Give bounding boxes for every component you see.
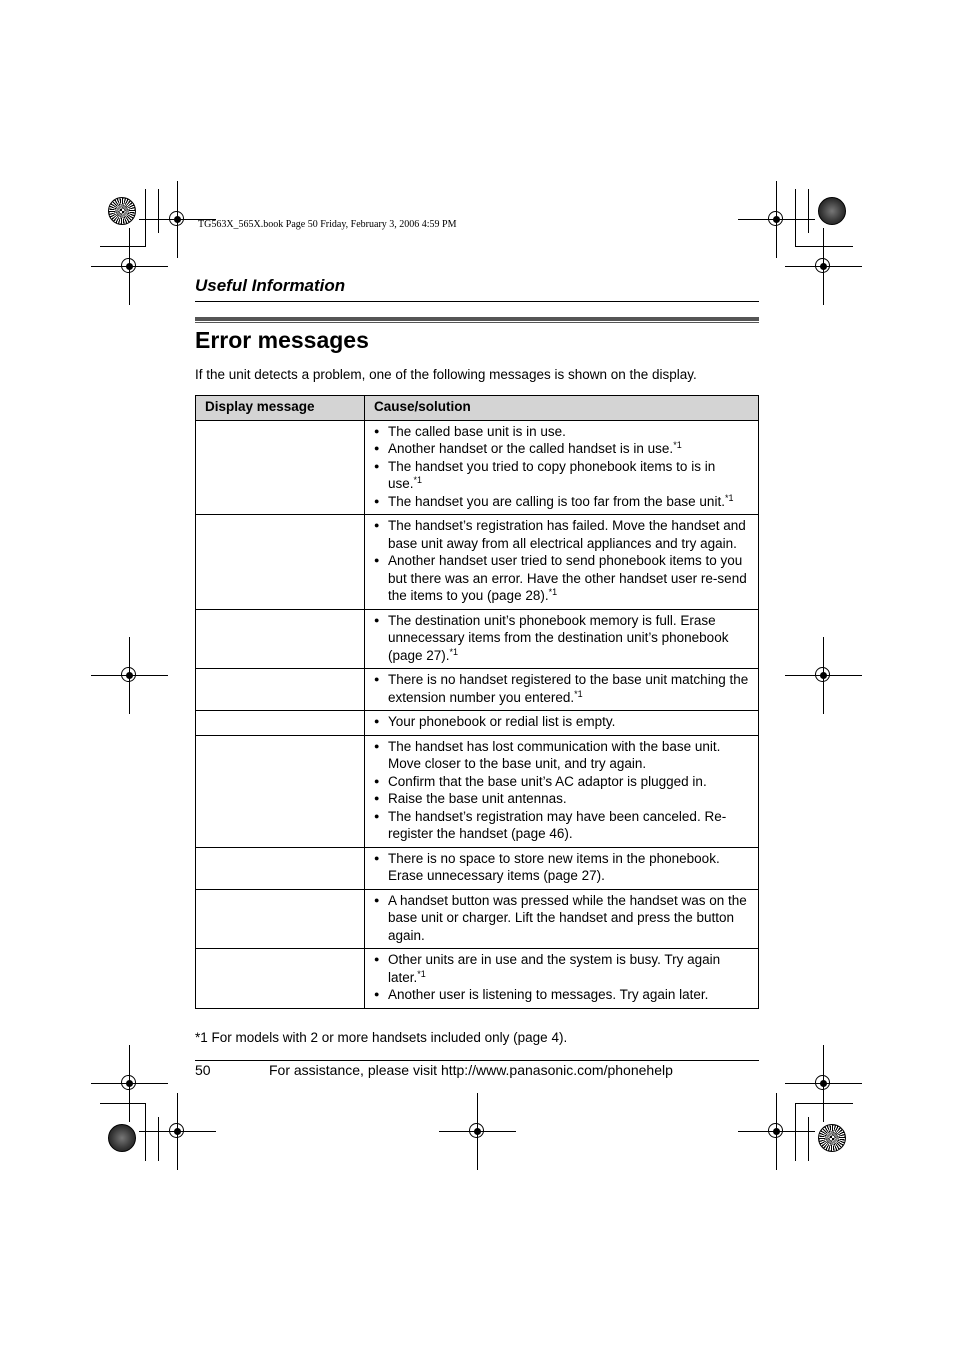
bullet-text: The destination unit’s phonebook memory is full. Erase unnecessary items from the destination unit’s phonebook (page 27). [388,612,729,663]
crop-mark [795,1103,853,1104]
column-header-cause: Cause/solution [365,396,759,421]
display-message-cell [196,515,365,610]
cause-solution-cell [365,420,759,515]
table-row [196,515,759,610]
list-item [374,986,750,1004]
bullet-list [374,423,750,511]
bullet-list [374,517,750,605]
crop-mark [795,1103,796,1161]
display-message-cell [196,711,365,736]
footnote-marker: *1 [413,475,423,485]
color-star-mark [108,197,136,225]
table-row [196,847,759,889]
crop-mark [795,189,796,247]
crop-mark [795,246,853,247]
cause-solution-cell [365,515,759,610]
cause-solution-cell [365,949,759,1009]
cause-solution-cell [365,609,759,669]
section-header: Useful Information [195,276,346,295]
bullet-list [374,612,750,665]
display-message-cell [196,949,365,1009]
cause-solution-cell [365,735,759,847]
crop-mark [145,1103,146,1161]
title-bar-thin [195,322,759,323]
bullet-text: Raise the base unit antennas. [388,791,567,806]
bullet-list [374,738,750,843]
header-rule [195,301,759,302]
bullet-text: The handset has lost communication with the base unit. Move closer to the base unit, and try again. [388,738,721,771]
display-message-cell [196,847,365,889]
page-number: 50 [195,1062,211,1078]
error-table [195,395,759,1009]
crop-mark [100,246,146,247]
bullet-text: Your phonebook or redial list is empty. [388,714,616,729]
bullet-text: The handset’s registration has failed. Move the handset and base unit away from all electrical appliances and try again. [388,518,746,551]
color-star-mark [818,1124,846,1152]
bullet-list [374,713,750,731]
bullet-text: The handset you tried to copy phonebook items to is in use. [388,458,716,491]
crop-mark [100,1103,146,1104]
table-row [196,420,759,515]
list-item [374,892,750,945]
bullet-text: The handset you are calling is too far from the base unit. [388,493,725,509]
crop-mark [145,189,146,247]
cause-solution-cell [365,847,759,889]
bullet-text: There is no space to store new items in the phonebook. Erase unnecessary items (page 27). [388,850,720,883]
list-item [374,951,750,986]
list-item [374,671,750,706]
list-item [374,850,750,885]
table-header-row [196,396,759,421]
bullet-list [374,892,750,945]
bullet-text: The called base unit is in use. [388,423,566,439]
list-item [374,612,750,665]
crop-mark [158,1117,159,1161]
column-header-display-message: Display message [196,396,365,421]
intro-text: If the unit detects a problem, one of the following messages is shown on the display. [195,367,697,382]
crop-mark [158,189,159,233]
list-item [374,458,750,493]
assistance-text: For assistance, please visit http://www.panasonic.com/phonehelp [269,1062,673,1078]
list-item [374,773,750,791]
list-item [374,713,750,731]
footnote-marker: *1 [673,440,682,450]
color-star-mark [818,197,846,225]
cause-solution-cell [365,889,759,949]
list-item [374,440,750,458]
bullet-text: The handset’s registration may have been canceled. Re-register the handset (page 46). [388,808,727,841]
crop-mark [808,189,809,233]
page-title: Error messages [195,327,369,353]
table-row [196,711,759,736]
bullet-list [374,951,750,1004]
footnote: *1 For models with 2 or more handsets included only (page 4). [195,1030,568,1045]
footnote-marker: *1 [417,968,426,979]
display-message-cell [196,609,365,669]
bullet-list [374,671,750,706]
display-message-cell [196,735,365,847]
footer-rule [195,1060,759,1061]
bullet-list [374,850,750,885]
table-row [196,735,759,847]
color-star-mark [108,1124,136,1152]
footnote-marker: *1 [724,492,734,503]
bullet-text: Other units are in use and the system is busy. Try again later. [388,952,721,985]
table-row [196,669,759,711]
display-message-cell [196,420,365,515]
table-body [196,420,759,1008]
crop-mark [808,1117,809,1161]
print-slug: TG563X_565X.book Page 50 Friday, February 3, 2006 4:59 PM [198,219,457,230]
cause-solution-cell [365,711,759,736]
bullet-text: Another user is listening to messages. Try again later. [388,987,709,1002]
footnote-marker: *1 [548,587,558,597]
cause-solution-cell [365,669,759,711]
footnote-marker: *1 [574,688,583,699]
bullet-text: Confirm that the base unit’s AC adaptor is plugged in. [388,773,707,789]
bullet-text: Another handset or the called handset is in use. [388,441,674,456]
list-item [374,517,750,552]
bullet-text: Another handset user tried to send phonebook items to you but there was an error. Have the other handset user re-send the items to you (page 28). [388,553,747,603]
list-item [374,790,750,808]
title-bar [195,317,759,321]
display-message-cell [196,669,365,711]
list-item [374,423,750,441]
table-row [196,949,759,1009]
bullet-text: There is no handset registered to the base unit matching the extension number you entered. [388,672,749,705]
footnote-marker: *1 [449,646,459,657]
table-row [196,609,759,669]
list-item [374,493,750,511]
bullet-text: A handset button was pressed while the handset was on the base unit or charger. Lift the handset and press the button again. [388,892,747,943]
display-message-cell [196,889,365,949]
table-row [196,889,759,949]
list-item [374,808,750,843]
list-item [374,738,750,773]
list-item [374,552,750,605]
